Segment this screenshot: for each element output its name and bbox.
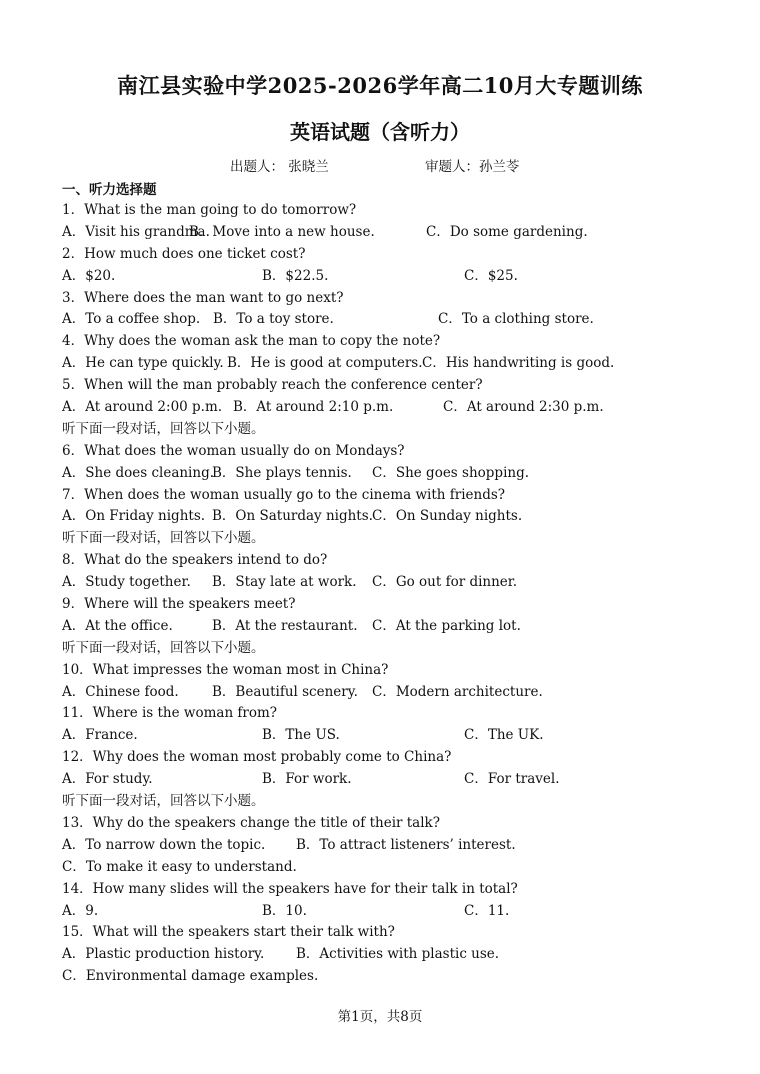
option-a: A．At the office. [62,617,173,634]
question-line [62,660,722,682]
option-b: B．At around 2:10 p.m. [233,399,394,416]
exam-subtitle: 英语试题（含听力） [290,120,470,144]
option-b: B．He is good at computers. [227,355,423,372]
option-a: A．He can type quickly. [62,355,224,372]
option-a: A．Visit his grandma. [62,223,210,240]
option-a: A．Chinese food. [62,683,179,700]
question-text: 11．Where is the woman from? [62,705,278,722]
question-line [62,200,722,222]
option-c: C．She goes shopping. [372,464,530,481]
instruction-line [62,791,722,813]
instruction-text: 听下面一段对话，回答以下小题。 [62,639,265,656]
question-line [62,813,722,835]
question-line [62,703,722,725]
option-a: A．At around 2:00 p.m. [62,399,223,416]
option-c: C．11. [464,902,510,919]
instruction-text: 听下面一段对话，回答以下小题。 [62,530,265,547]
options-line [62,966,722,988]
reviewer-name: 审题人：孙兰苓 [425,159,520,175]
options-line [62,572,722,594]
option-b: B．To a toy store. [213,311,334,328]
question-line [62,594,722,616]
option-a: A．She does cleaning. [62,464,215,481]
question-text: 1．What is the man going to do tomorrow? [62,202,357,218]
question-text: 10．What impresses the woman most in China? [62,661,389,678]
option-c: C．His handwriting is good. [422,355,615,372]
option-b: B．Beautiful scenery. [212,683,358,700]
option-b: B．$22.5. [262,267,329,284]
options-line [62,944,722,966]
author-name: 出题人： 张晓兰 [230,159,329,175]
option-c: C．Environmental damage examples. [62,968,319,985]
option-b: B．At the restaurant. [212,617,358,634]
exam-title: 南江县实验中学2025-2026学年高二10月大专题训练 [117,73,643,98]
question-line [62,288,722,310]
options-line [62,682,722,704]
option-a: A．To a coffee shop. [62,311,201,328]
option-b: B．For work. [262,771,352,788]
author-info [230,155,520,175]
option-c: C．To a clothing store. [438,311,594,328]
instruction-text: 听下面一段对话，回答以下小题。 [62,420,265,437]
instruction-line [62,528,722,550]
options-line [62,857,722,879]
question-text: 2．How much does one ticket cost? [62,245,306,262]
question-text: 4．Why does the woman ask the man to copy the note? [62,333,441,350]
option-c: C．On Sunday nights. [372,508,523,525]
option-b: B．The US. [262,727,340,744]
option-a: A．Plastic production history. [62,946,265,963]
options-line [62,616,722,638]
question-text: 8．What do the speakers intend to do? [62,552,328,569]
question-line [62,375,722,397]
question-text: 6．What does the woman usually do on Mondays? [62,442,405,459]
options-line [62,835,722,857]
option-b: B．Activities with plastic use. [296,946,500,963]
options-line [62,397,722,419]
instruction-line [62,638,722,660]
options-line [62,463,722,485]
option-c: C．To make it easy to understand. [62,858,297,875]
question-line [62,550,722,572]
option-c: C．Go out for dinner. [372,574,518,591]
options-line [62,222,722,244]
question-line [62,879,722,901]
option-a: A．9. [62,902,99,919]
option-c: C．Do some gardening. [426,223,588,240]
option-c: C．$25. [464,267,518,284]
option-c: C．At the parking lot. [372,617,521,634]
question-list [62,200,722,988]
option-a: A．For study. [62,771,153,788]
question-text: 9．Where will the speakers meet? [62,596,296,613]
option-b: B．Stay late at work. [212,574,357,591]
question-line [62,485,722,507]
instruction-line [62,419,722,441]
option-b: B．To attract listeners’ interest. [296,836,516,853]
option-a: A．Study together. [62,574,191,591]
option-a: A．France. [62,727,138,744]
option-a: A．To narrow down the topic. [62,836,266,853]
options-line [62,725,722,747]
question-line [62,244,722,266]
instruction-text: 听下面一段对话，回答以下小题。 [62,793,265,810]
option-c: C．The UK. [464,727,544,744]
option-a: A．On Friday nights. [62,508,206,525]
section-heading: 一、听力选择题 [62,182,157,198]
option-b: B．She plays tennis. [212,464,352,481]
question-text: 14．How many slides will the speakers have for their talk in total? [62,880,518,897]
option-b: B．On Saturday nights. [212,508,373,525]
question-line [62,331,722,353]
options-line [62,769,722,791]
option-c: C．At around 2:30 p.m. [443,399,604,416]
option-c: C．Modern architecture. [372,683,543,700]
question-text: 12．Why does the woman most probably come to China? [62,749,452,766]
options-line [62,353,722,375]
question-text: 7．When does the woman usually go to the cinema with friends? [62,486,506,503]
question-text: 13．Why do the speakers change the title of their talk? [62,814,440,831]
question-line [62,747,722,769]
options-line [62,901,722,923]
option-c: C．For travel. [464,771,560,788]
question-text: 3．Where does the man want to go next? [62,289,344,306]
options-line [62,266,722,288]
question-text: 15．What will the speakers start their talk with? [62,924,395,941]
option-b: B．Move into a new house. [189,223,375,240]
option-b: B．10. [262,902,307,919]
question-line [62,922,722,944]
options-line [62,309,722,331]
options-line [62,506,722,528]
option-a: A．$20. [62,267,116,284]
page-number: 第1页，共8页 [337,1009,423,1025]
question-line [62,441,722,463]
question-text: 5．When will the man probably reach the conference center? [62,377,483,394]
